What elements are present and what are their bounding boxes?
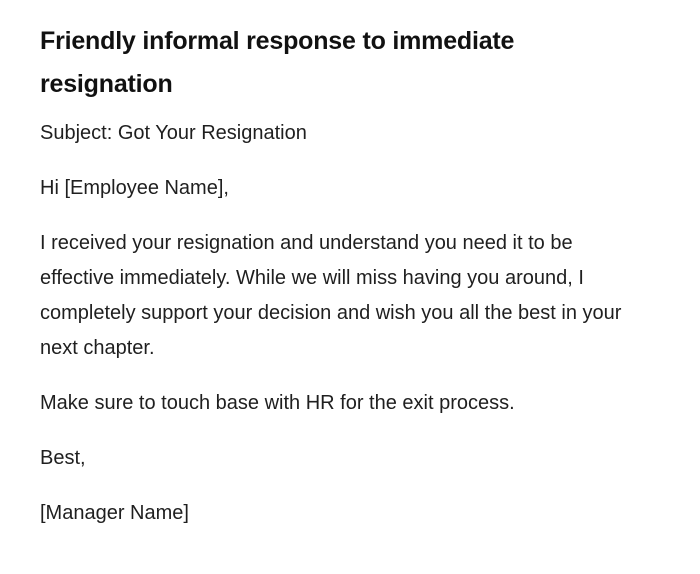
- letter-body: I received your resignation and understand you need it to be effective immediately. While we will miss having you around, I completely support your decision and wish you all the best in your next chapter.: [40, 232, 622, 359]
- document-title: Friendly informal response to immediate resignation: [40, 27, 515, 98]
- letter-signature: [Manager Name]: [40, 502, 189, 524]
- letter-greeting: Hi [Employee Name],: [40, 177, 229, 199]
- letter-document: [40, 20, 650, 531]
- hr-note: Make sure to touch base with HR for the exit process.: [40, 392, 515, 414]
- letter-closing: Best,: [40, 447, 86, 469]
- email-subject: Subject: Got Your Resignation: [40, 122, 307, 144]
